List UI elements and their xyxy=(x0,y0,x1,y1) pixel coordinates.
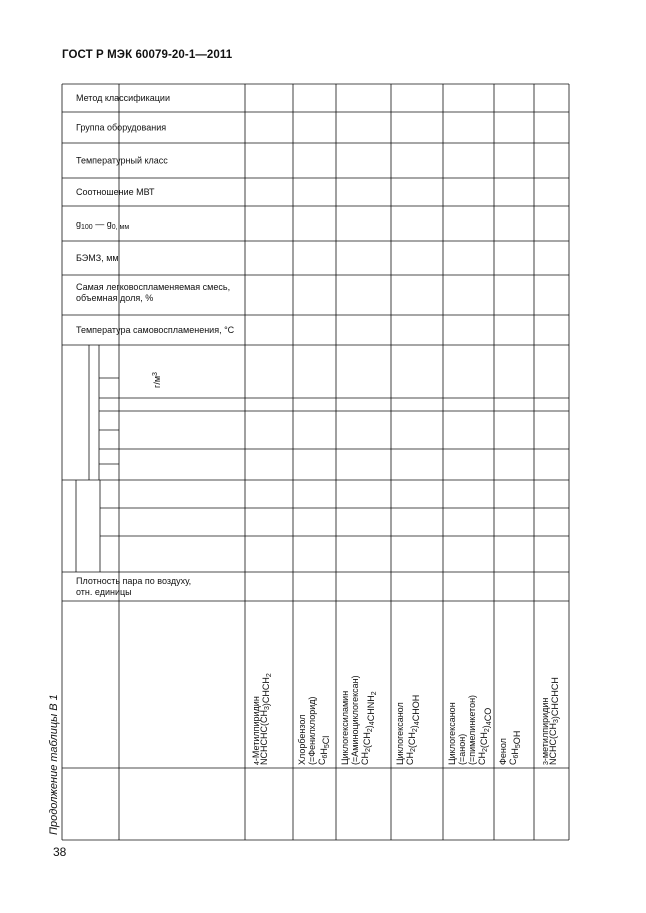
cell-name-6-2: $C_6H_5OH$ xyxy=(508,730,522,765)
cell-name-5-4: $CH_2(CH_2)_4CO$ xyxy=(477,707,493,765)
label-gdiff: $g_{100}$ — $g_{0, мм}$ xyxy=(76,219,130,231)
label-mix-1: Самая легковоспламеняемая смесь, xyxy=(76,282,231,292)
cell-name-3-1: Циклогексиламин xyxy=(340,690,350,765)
page-number: 38 xyxy=(53,845,67,859)
label-density-2: отн. единицы xyxy=(76,587,132,597)
cell-name-2-3: $C_6H_5Cl$ xyxy=(317,735,331,765)
cell-name-5-3: (=пимелинкетон) xyxy=(467,694,477,765)
cell-name-7-1: $_3$-метилпиридин xyxy=(540,697,550,765)
label-density-1: Плотность пара по воздуху, xyxy=(76,576,192,586)
table-continuation-caption: Продолжение таблицы В 1 xyxy=(48,694,60,835)
label-mvt: Соотношение МВТ xyxy=(76,187,155,197)
cell-name-6-1: Фенол xyxy=(498,738,508,765)
label-bemz: БЭМЗ, мм xyxy=(76,253,119,263)
cell-name-4-1: Циклогексанол xyxy=(395,702,405,765)
cell-name-1-2: $NCHCHC(CH_3)CHCH_2$ xyxy=(259,673,273,765)
label-method: Метод классификации xyxy=(76,93,170,103)
cell-name-3-3: $CH_2(CH_2)_4CHNH_2$ xyxy=(360,691,378,765)
cell-name-5-2: (=анон) xyxy=(457,733,467,765)
cell-name-7-2: $NCHC(CH_3)CHCHCH$ xyxy=(548,677,560,765)
cell-name-3-2: (=Аминоциклогексан) xyxy=(350,675,360,765)
cell-name-5-1: Циклогексанон xyxy=(447,702,457,765)
document-header: ГОСТ Р МЭК 60079-20-1—2011 xyxy=(62,49,233,61)
label-mix-2: объемная доля, % xyxy=(76,293,154,303)
label-autoign: Температура самовоспламенения, °С xyxy=(76,325,235,335)
cell-name-2-1: Хлорбензол xyxy=(297,714,307,765)
label-group: Группа оборудования xyxy=(76,122,167,133)
label-tclass: Температурный класс xyxy=(76,155,168,166)
cell-name-2-2: (=Фенилхлорид) xyxy=(307,696,317,765)
label-gm3: $г/м^3$ xyxy=(152,372,162,388)
cell-name-4-2: $CH_2(CH_2)_4CHOH$ xyxy=(405,694,421,765)
cell-name-1-1: $_4$-Метилпиридин xyxy=(251,696,261,765)
